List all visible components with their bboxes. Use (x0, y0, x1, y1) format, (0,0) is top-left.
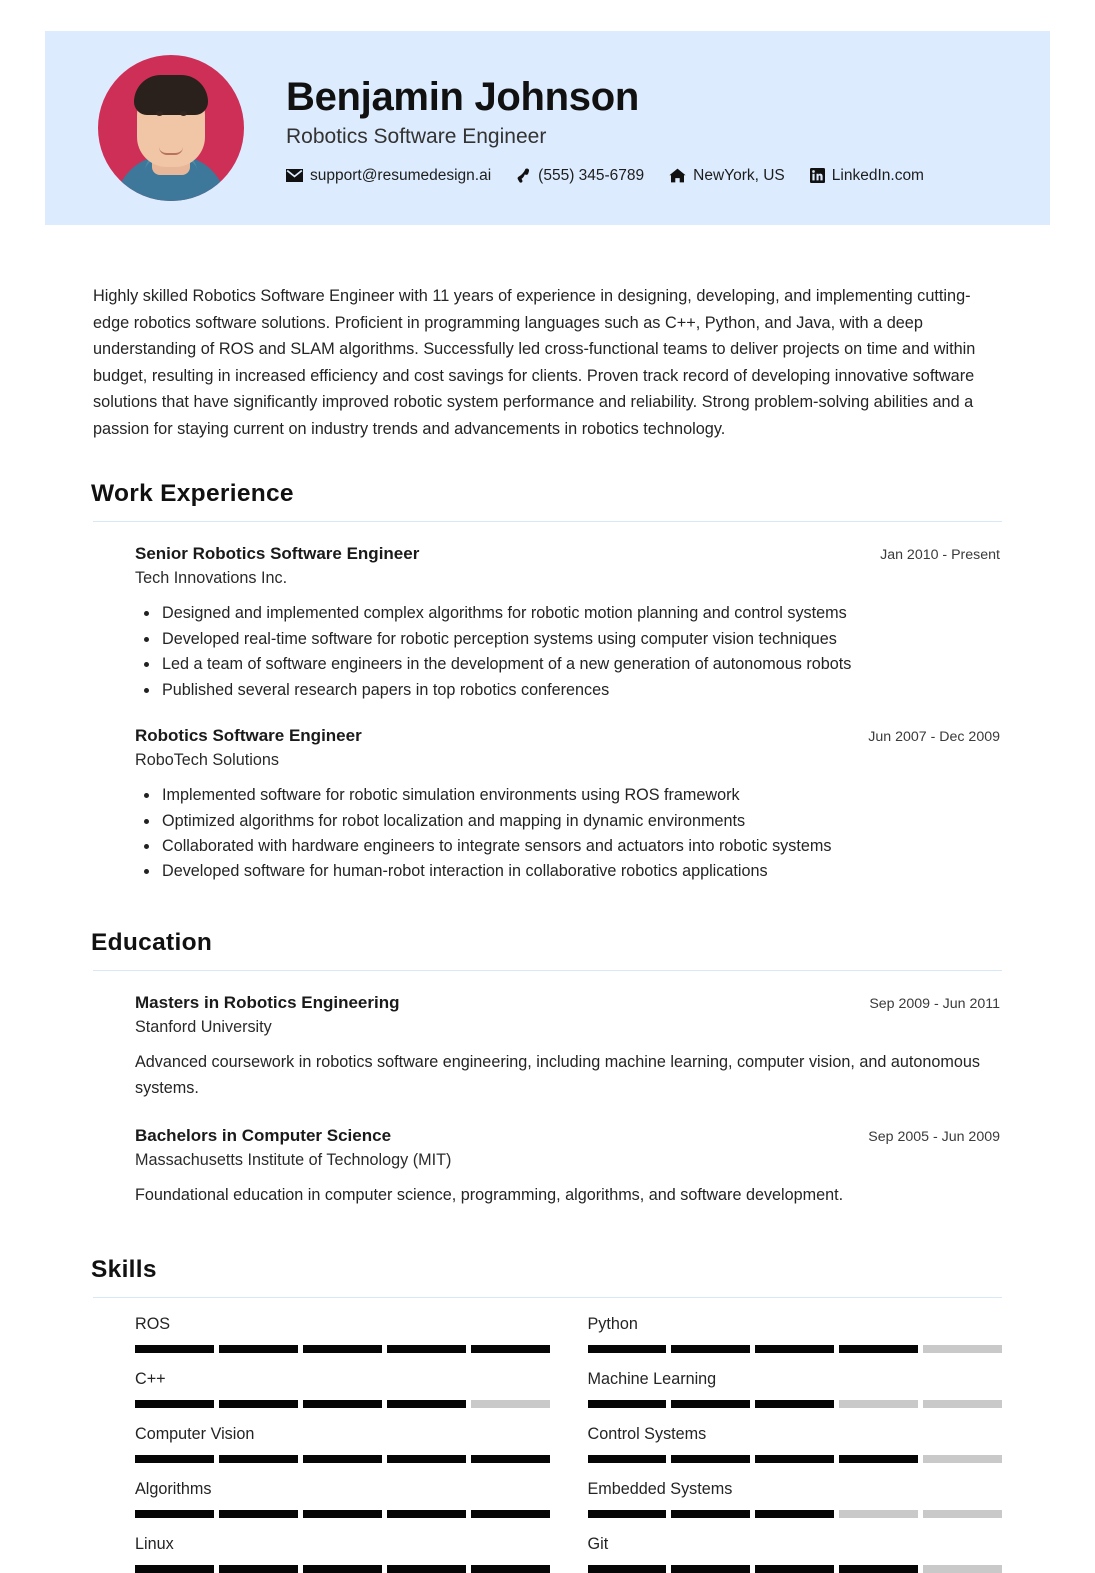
skill-level-segment (135, 1345, 214, 1353)
contact-location[interactable] (669, 167, 785, 185)
skill-level-segment (303, 1345, 382, 1353)
work-entry-bullet: Collaborated with hardware engineers to integrate sensors and actuators into robotic systems (135, 834, 1000, 859)
skill-level-segment (588, 1400, 667, 1408)
work-entry-bullet: Led a team of software engineers in the development of a new generation of autonomous robots (135, 652, 1000, 677)
skill-level-bar (135, 1455, 550, 1463)
work-entry-bullet: Developed software for human-robot interaction in collaborative robotics applications (135, 859, 1000, 884)
skill-level-bar (588, 1455, 1003, 1463)
education-entry-header (135, 993, 1000, 1013)
skill-level-segment (839, 1455, 918, 1463)
work-entry-bullets (135, 783, 1000, 885)
skill-level-segment (135, 1510, 214, 1518)
skill-level-segment (671, 1400, 750, 1408)
skill-level-segment (471, 1510, 550, 1518)
skill-level-segment (671, 1455, 750, 1463)
skill-level-segment (923, 1510, 1002, 1518)
skill-level-segment (135, 1400, 214, 1408)
skill-level-segment (839, 1345, 918, 1353)
skill-level-segment (755, 1565, 834, 1573)
skill-level-segment (755, 1455, 834, 1463)
skill-level-bar (588, 1510, 1003, 1518)
skill-level-segment (671, 1345, 750, 1353)
linkedin-icon (810, 168, 825, 183)
section-title-work-experience: Work Experience (91, 480, 294, 508)
education-entry-date: Sep 2009 - Jun 2011 (869, 995, 1000, 1012)
skill-level-segment (671, 1510, 750, 1518)
education-entry-degree: Masters in Robotics Engineering (135, 992, 400, 1012)
section-work-experience (45, 480, 1050, 885)
education-entry-school: Stanford University (135, 1017, 272, 1036)
skill-level-segment (588, 1345, 667, 1353)
skill-level-segment (135, 1565, 214, 1573)
skill-level-bar (135, 1400, 550, 1408)
skill-level-segment (135, 1455, 214, 1463)
work-entry-bullet: Published several research papers in top robotics conferences (135, 678, 1000, 703)
skill-level-segment (303, 1400, 382, 1408)
section-divider (93, 970, 1002, 971)
work-entry-organization: RoboTech Solutions (135, 751, 279, 770)
skill-name: Control Systems (587, 1424, 707, 1443)
skill-level-segment (923, 1345, 1002, 1353)
contact-list (286, 167, 949, 185)
skill-level-segment (839, 1400, 918, 1408)
photo-hair (134, 75, 208, 115)
contact-location-label: NewYork, US (693, 166, 785, 184)
skill-level-segment (303, 1455, 382, 1463)
skill-item (588, 1408, 1003, 1463)
skill-name: Machine Learning (587, 1369, 717, 1388)
photo-eye-left (156, 111, 163, 116)
work-entry-organization: Tech Innovations Inc. (135, 569, 288, 588)
avatar (98, 55, 244, 201)
skill-level-segment (387, 1345, 466, 1353)
skill-level-segment (219, 1565, 298, 1573)
education-entry (93, 1126, 1002, 1209)
work-entry-bullet: Designed and implemented complex algorithms for robotic motion planning and control systems (135, 601, 1000, 626)
skill-level-segment (923, 1455, 1002, 1463)
education-entry-degree: Bachelors in Computer Science (135, 1125, 392, 1145)
skill-name: C++ (135, 1369, 166, 1388)
skill-level-bar (588, 1400, 1003, 1408)
skill-level-segment (387, 1510, 466, 1518)
skill-item (135, 1518, 550, 1573)
skill-name: Algorithms (135, 1479, 212, 1498)
skill-item (135, 1463, 550, 1518)
skill-level-segment (755, 1400, 834, 1408)
section-title-education: Education (91, 928, 213, 956)
skill-level-bar (135, 1565, 550, 1573)
skill-name: Python (587, 1314, 638, 1333)
skill-name: ROS (135, 1314, 171, 1333)
contact-linkedin[interactable] (810, 167, 924, 185)
work-entry-header (135, 544, 1000, 564)
section-divider (93, 521, 1002, 522)
skill-item (588, 1298, 1003, 1353)
phone-icon (516, 168, 531, 183)
resume-body (45, 225, 1050, 1573)
skill-level-segment (471, 1345, 550, 1353)
skill-level-segment (219, 1345, 298, 1353)
skill-level-bar (135, 1510, 550, 1518)
skills-grid (93, 1298, 1002, 1573)
section-education (45, 929, 1050, 1209)
work-entry-header (135, 726, 1000, 746)
skill-level-segment (471, 1565, 550, 1573)
skill-item (135, 1298, 550, 1353)
education-entry-description: Advanced coursework in robotics software engineering, including machine learning, computer vision, and autonomous systems. (135, 1052, 980, 1097)
work-entry-bullet: Developed real-time software for robotic perception systems using computer vision techniques (135, 627, 1000, 652)
home-icon (669, 168, 686, 183)
skill-level-segment (755, 1345, 834, 1353)
skill-level-segment (923, 1565, 1002, 1573)
skill-level-segment (588, 1510, 667, 1518)
resume-header (45, 31, 1050, 225)
skill-name: Git (587, 1534, 609, 1553)
work-entry-date: Jun 2007 - Dec 2009 (868, 729, 1000, 746)
contact-phone[interactable] (516, 167, 644, 185)
skill-level-bar (588, 1565, 1003, 1573)
skill-level-segment (923, 1400, 1002, 1408)
photo-eye-right (180, 111, 187, 116)
education-entry-header (135, 1126, 1000, 1146)
work-entry-role: Senior Robotics Software Engineer (135, 544, 420, 564)
skill-item (135, 1408, 550, 1463)
contact-linkedin-label: LinkedIn.com (831, 166, 924, 184)
work-entry-role: Robotics Software Engineer (135, 726, 362, 746)
contact-email[interactable] (286, 167, 491, 185)
education-entry-description: Foundational education in computer science, programming, algorithms, and software development. (135, 1185, 844, 1204)
work-entry (93, 726, 1002, 885)
skill-item (588, 1463, 1003, 1518)
skill-level-segment (839, 1510, 918, 1518)
skill-name: Linux (135, 1534, 174, 1553)
skill-level-segment (839, 1565, 918, 1573)
skill-level-segment (471, 1400, 550, 1408)
skill-level-bar (135, 1345, 550, 1353)
work-entry-date: Jan 2010 - Present (880, 547, 1000, 564)
professional-summary: Highly skilled Robotics Software Engineer with 11 years of experience in designing, developing, and implementing cutting-edge robotics software solutions. Proficient in programming languages such as C++, Python, and Java, with a deep understanding of ROS and SLAM algorithms. Successfully led cross-functional teams to deliver projects on time and within budget, resulting in increased efficiency and cost savings for clients. Proven track record of developing innovative software solutions that have significantly improved robotic system performance and reliability. Strong problem-solving abilities and a passion for staying current on industry trends and advancements in robotics technology. (93, 287, 976, 438)
skill-level-segment (755, 1510, 834, 1518)
contact-phone-label: (555) 345-6789 (538, 166, 645, 184)
work-entry-bullet: Implemented software for robotic simulation environments using ROS framework (135, 783, 1000, 808)
skill-level-bar (588, 1345, 1003, 1353)
skill-level-segment (303, 1510, 382, 1518)
candidate-job-title: Robotics Software Engineer (286, 124, 547, 148)
profile-photo (98, 55, 244, 201)
skill-level-segment (219, 1400, 298, 1408)
work-entry (93, 544, 1002, 703)
skill-level-segment (219, 1510, 298, 1518)
section-title-skills: Skills (91, 1255, 157, 1283)
skill-level-segment (387, 1400, 466, 1408)
skill-level-segment (588, 1565, 667, 1573)
skill-item (588, 1353, 1003, 1408)
work-entry-bullets (135, 601, 1000, 703)
header-text-block (286, 71, 949, 185)
skill-name: Embedded Systems (587, 1479, 733, 1498)
skill-level-segment (387, 1455, 466, 1463)
education-entry-school: Massachusetts Institute of Technology (MIT) (135, 1150, 452, 1169)
skill-level-segment (471, 1455, 550, 1463)
skill-level-segment (387, 1565, 466, 1573)
contact-email-label: support@resumedesign.ai (310, 166, 492, 184)
education-entry-date: Sep 2005 - Jun 2009 (868, 1128, 1000, 1145)
skill-level-segment (588, 1455, 667, 1463)
skill-name: Computer Vision (135, 1424, 255, 1443)
skill-level-segment (303, 1565, 382, 1573)
candidate-name: Benjamin Johnson (286, 75, 640, 120)
work-entry-bullet: Optimized algorithms for robot localization and mapping in dynamic environments (135, 809, 1000, 834)
education-entry (93, 993, 1002, 1102)
skill-item (135, 1353, 550, 1408)
section-skills (45, 1256, 1050, 1573)
skill-item (588, 1518, 1003, 1573)
envelope-icon (286, 169, 303, 182)
skill-level-segment (671, 1565, 750, 1573)
skill-level-segment (219, 1455, 298, 1463)
